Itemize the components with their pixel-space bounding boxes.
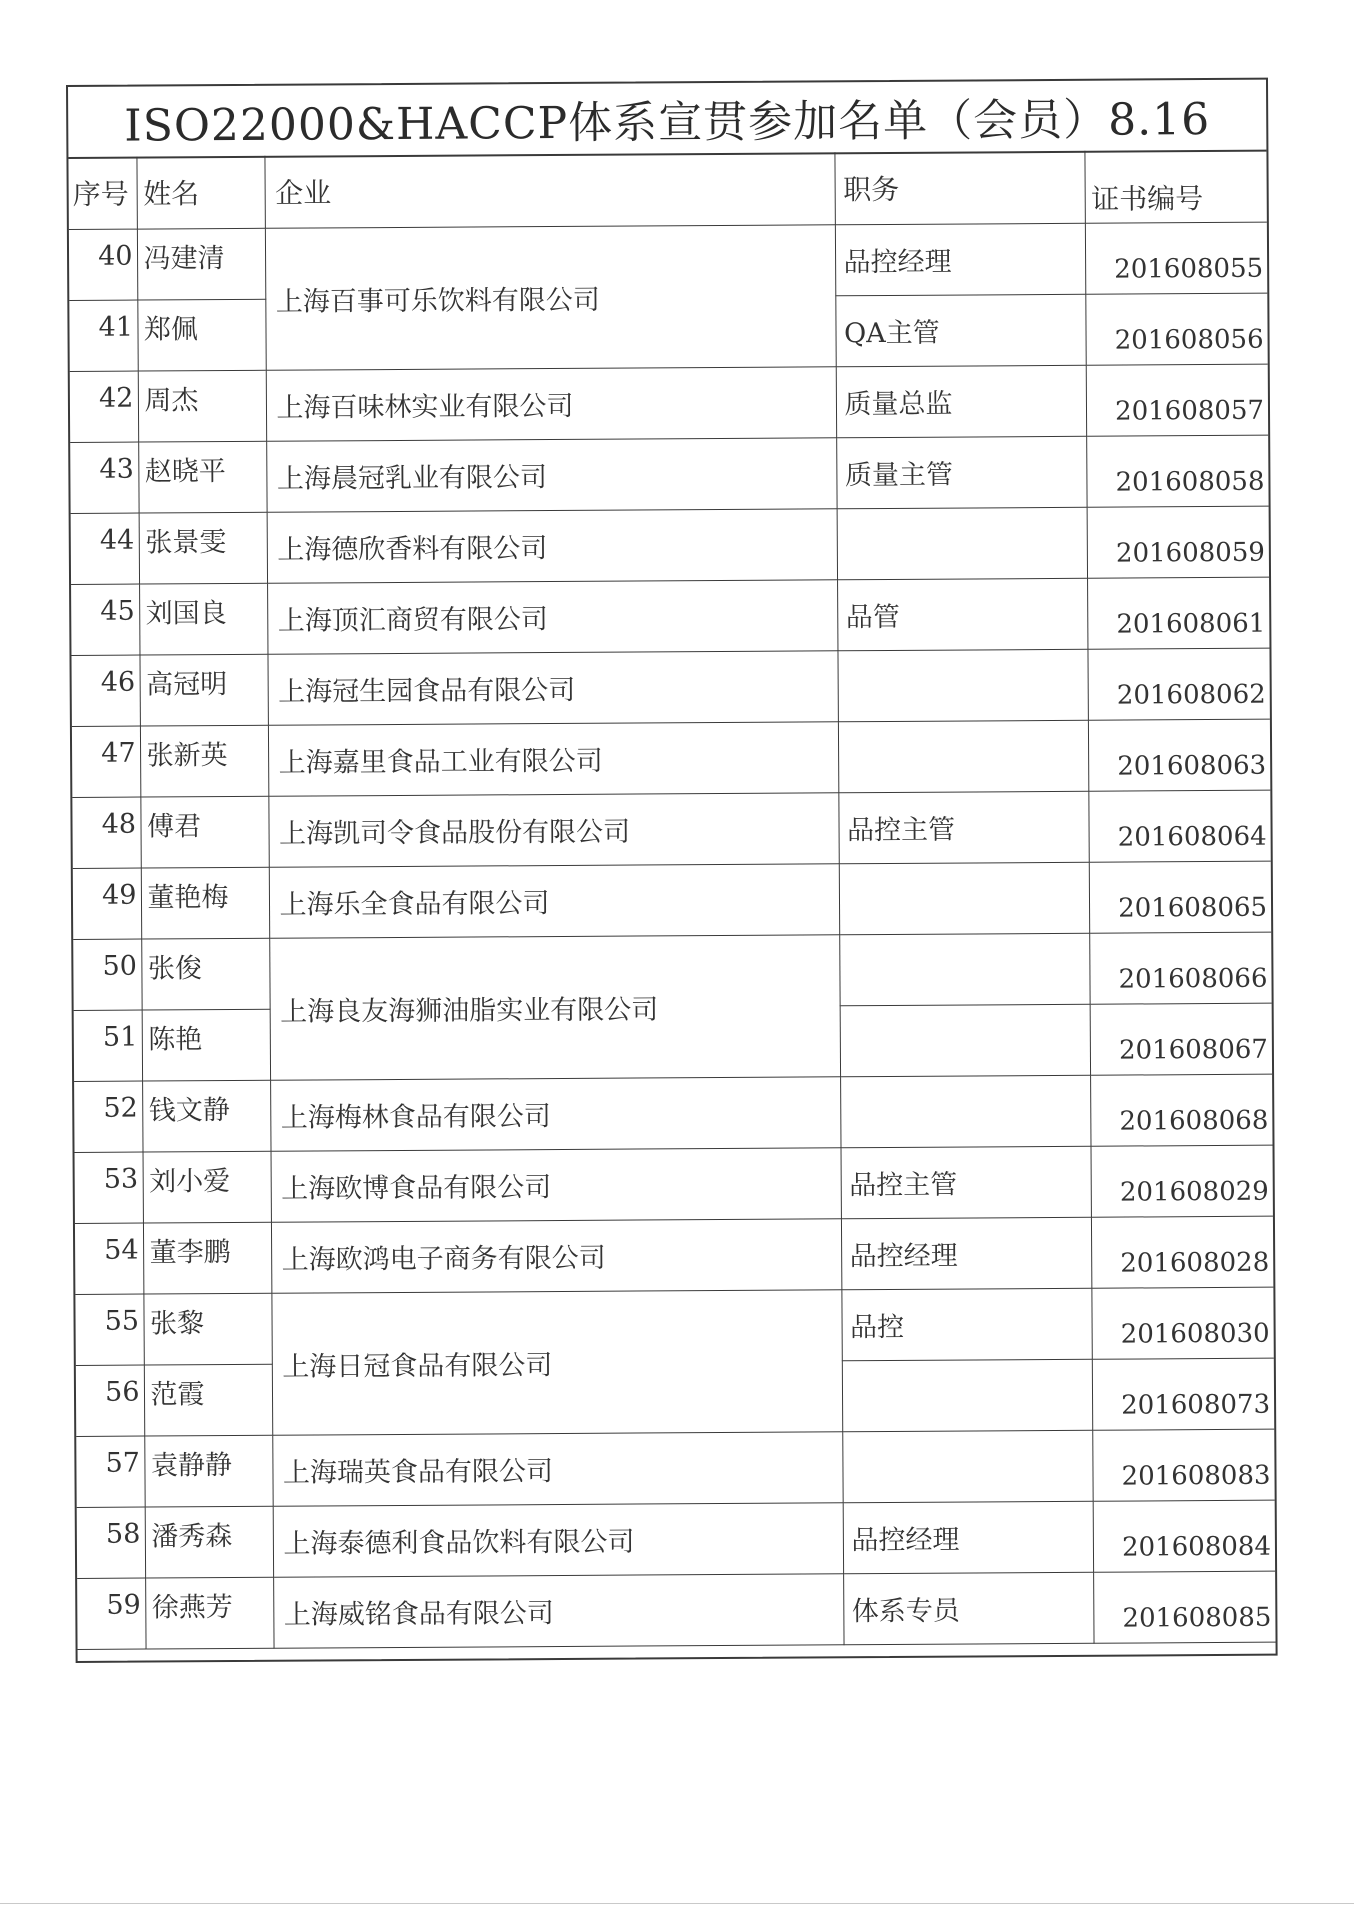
job-position: 体系专员 [843, 1572, 1093, 1645]
table-row [72, 790, 1270, 868]
job-position [837, 507, 1087, 580]
certificate-number: 201608067 [1090, 1003, 1272, 1075]
certificate-number: 201608056 [1085, 293, 1267, 365]
company-name: 上海乐全食品有限公司 [269, 863, 839, 937]
participant-name-text: 高冠明 [146, 669, 228, 701]
table-row [77, 1571, 1275, 1649]
table-row [73, 861, 1271, 939]
company-name: 上海瑞英食品有限公司 [272, 1431, 842, 1505]
participant-name [144, 1435, 272, 1507]
table-row [73, 932, 1271, 1010]
company-name: 上海欧博食品有限公司 [271, 1147, 841, 1221]
row-number-text: 53 [103, 1163, 139, 1195]
company-name: 上海凯司令食品股份有限公司 [268, 792, 838, 866]
row-number [77, 1507, 145, 1578]
row-number-text: 52 [103, 1092, 138, 1124]
participant-name-text: 张景雯 [145, 527, 227, 559]
row-number-text: 43 [99, 453, 134, 485]
table-row [70, 435, 1268, 513]
header-position: 职务 [834, 151, 1084, 225]
table-row [75, 1216, 1273, 1294]
row-number-text: 44 [99, 524, 135, 556]
table-row [74, 1074, 1272, 1152]
job-position: 品管 [837, 578, 1087, 651]
company-name: 上海泰德利食品饮料有限公司 [273, 1502, 843, 1576]
job-position [837, 649, 1087, 722]
job-position: 品控经理 [835, 223, 1085, 296]
company-name: 上海晨冠乳业有限公司 [266, 437, 836, 511]
job-position [839, 933, 1089, 1006]
participant-table [68, 150, 1275, 1650]
row-number-text: 41 [98, 311, 134, 343]
participant-name [145, 1506, 273, 1578]
row-number [74, 1010, 142, 1081]
row-number-text: 59 [106, 1589, 141, 1621]
certificate-number: 201608064 [1088, 790, 1270, 862]
row-number-text: 47 [101, 737, 136, 769]
participant-name-text: 董李鹏 [149, 1237, 231, 1269]
company-name: 上海良友海狮油脂实业有限公司 [269, 934, 840, 1079]
participant-name [142, 1009, 270, 1081]
participant-name [142, 1080, 270, 1152]
row-number [77, 1578, 145, 1649]
participant-name-text: 傅君 [146, 811, 202, 843]
row-number [71, 584, 139, 655]
participant-name-text: 郑佩 [143, 314, 199, 346]
job-position [842, 1430, 1092, 1503]
job-position: 质量总监 [836, 365, 1086, 438]
row-number-text: 49 [101, 879, 137, 911]
row-number [73, 868, 141, 939]
job-position [838, 720, 1088, 793]
header-company: 企业 [264, 152, 834, 227]
participant-name [143, 1151, 271, 1223]
certificate-number: 201608061 [1087, 577, 1269, 649]
table-row [69, 222, 1267, 300]
participant-list-document [66, 78, 1278, 1663]
header-cert: 证书编号 [1084, 150, 1266, 223]
job-position: 品控经理 [843, 1501, 1093, 1574]
participant-name [138, 441, 266, 513]
job-position: 品控经理 [841, 1217, 1091, 1290]
participant-name-text: 陈艳 [148, 1024, 203, 1056]
row-number [75, 1152, 143, 1223]
certificate-number: 201608028 [1091, 1216, 1273, 1288]
table-header-row [68, 150, 1266, 229]
company-name: 上海欧鸿电子商务有限公司 [271, 1218, 841, 1292]
company-name: 上海冠生园食品有限公司 [267, 650, 837, 724]
participant-name [144, 1364, 272, 1436]
row-number [76, 1365, 144, 1436]
row-number-text: 51 [102, 1021, 138, 1053]
participant-name-text: 徐燕芳 [151, 1592, 233, 1624]
row-number [69, 229, 137, 300]
company-name: 上海威铭食品有限公司 [273, 1573, 843, 1647]
table-row [77, 1500, 1275, 1578]
participant-name [141, 938, 269, 1010]
row-number-text: 58 [105, 1518, 141, 1550]
row-number [74, 1081, 142, 1152]
table-row [71, 648, 1269, 726]
row-number-text: 48 [101, 808, 137, 840]
participant-name-text: 冯建清 [143, 243, 225, 275]
company-name: 上海德欣香料有限公司 [267, 508, 837, 582]
participant-name [137, 299, 265, 371]
job-position: 质量主管 [836, 436, 1086, 509]
company-name: 上海梅林食品有限公司 [270, 1076, 840, 1150]
table-row [76, 1429, 1274, 1507]
participant-name [139, 654, 267, 726]
row-number [73, 939, 141, 1010]
certificate-number: 201608059 [1087, 506, 1269, 578]
row-number-text: 57 [105, 1447, 141, 1479]
participant-name [139, 512, 267, 584]
table-row [72, 719, 1270, 797]
participant-name-text: 张俊 [147, 953, 202, 985]
job-position [839, 862, 1089, 935]
table-row [75, 1145, 1273, 1223]
participant-name [140, 796, 268, 868]
participant-name [140, 725, 268, 797]
participant-name [139, 583, 267, 655]
company-name: 上海嘉里食品工业有限公司 [268, 721, 838, 795]
row-number-text: 54 [104, 1234, 139, 1266]
row-number [72, 726, 140, 797]
row-number-text: 45 [100, 595, 135, 627]
participant-name-text: 周杰 [144, 385, 199, 417]
participant-name [145, 1577, 273, 1649]
certificate-number: 201608058 [1086, 435, 1268, 507]
certificate-number: 201608083 [1092, 1429, 1274, 1501]
row-number [70, 371, 138, 442]
certificate-number: 201608029 [1090, 1145, 1272, 1217]
certificate-number: 201608066 [1089, 932, 1271, 1004]
row-number [71, 655, 139, 726]
row-number [72, 797, 140, 868]
row-number-text: 55 [104, 1305, 140, 1337]
certificate-number: 201608057 [1086, 364, 1268, 436]
row-number-text: 42 [98, 382, 134, 414]
certificate-number: 201608085 [1093, 1571, 1275, 1643]
table-row [75, 1287, 1273, 1365]
certificate-number: 201608073 [1092, 1358, 1274, 1430]
certificate-number: 201608063 [1088, 719, 1270, 791]
participant-name [138, 370, 266, 442]
row-number-text: 56 [105, 1376, 140, 1408]
participant-name-text: 袁静静 [150, 1450, 233, 1482]
job-position: QA主管 [835, 294, 1085, 367]
row-number [76, 1436, 144, 1507]
row-number-text: 40 [98, 240, 133, 272]
company-name: 上海顶汇商贸有限公司 [267, 579, 837, 653]
participant-name-text: 赵晓平 [144, 456, 226, 488]
page-bottom-edge [0, 1903, 1354, 1904]
row-number [75, 1294, 143, 1365]
job-position [840, 1075, 1090, 1148]
job-position: 品控 [841, 1288, 1091, 1361]
certificate-number: 201608030 [1091, 1287, 1273, 1359]
row-number [69, 300, 137, 371]
participant-name-text: 潘秀森 [151, 1521, 233, 1553]
participant-name-text: 刘国良 [145, 598, 227, 630]
header-no: 序号 [68, 157, 136, 229]
company-name: 上海日冠食品有限公司 [271, 1289, 842, 1434]
row-number [70, 442, 138, 513]
participant-name-text: 钱文静 [148, 1095, 230, 1127]
document-title: ISO22000&HACCP体系宣贯参加名单（会员）8.16 [68, 80, 1266, 159]
row-number-text: 46 [100, 666, 136, 698]
company-name: 上海百味林实业有限公司 [266, 366, 836, 440]
job-position [842, 1359, 1092, 1432]
company-name: 上海百事可乐饮料有限公司 [265, 224, 836, 369]
header-name: 姓名 [136, 156, 264, 229]
participant-name-text: 范霞 [150, 1379, 205, 1411]
participant-name [143, 1293, 271, 1365]
participant-name-text: 张黎 [149, 1308, 205, 1340]
participant-name [143, 1222, 271, 1294]
job-position [840, 1004, 1090, 1077]
certificate-number: 201608084 [1093, 1500, 1275, 1572]
certificate-number: 201608068 [1090, 1074, 1272, 1146]
job-position: 品控主管 [838, 791, 1088, 864]
participant-name [137, 228, 265, 300]
table-row [71, 577, 1269, 655]
row-number [75, 1223, 143, 1294]
table-row [71, 506, 1269, 584]
certificate-number: 201608062 [1087, 648, 1269, 720]
table-row [70, 364, 1268, 442]
row-number-text: 50 [102, 950, 137, 982]
job-position: 品控主管 [841, 1146, 1091, 1219]
certificate-number: 201608055 [1085, 222, 1267, 294]
participant-name-text: 张新英 [146, 740, 228, 772]
participant-name-text: 董艳梅 [147, 882, 229, 914]
participant-name-text: 刘小爱 [149, 1166, 231, 1198]
participant-name [141, 867, 269, 939]
certificate-number: 201608065 [1089, 861, 1271, 933]
row-number [71, 513, 139, 584]
